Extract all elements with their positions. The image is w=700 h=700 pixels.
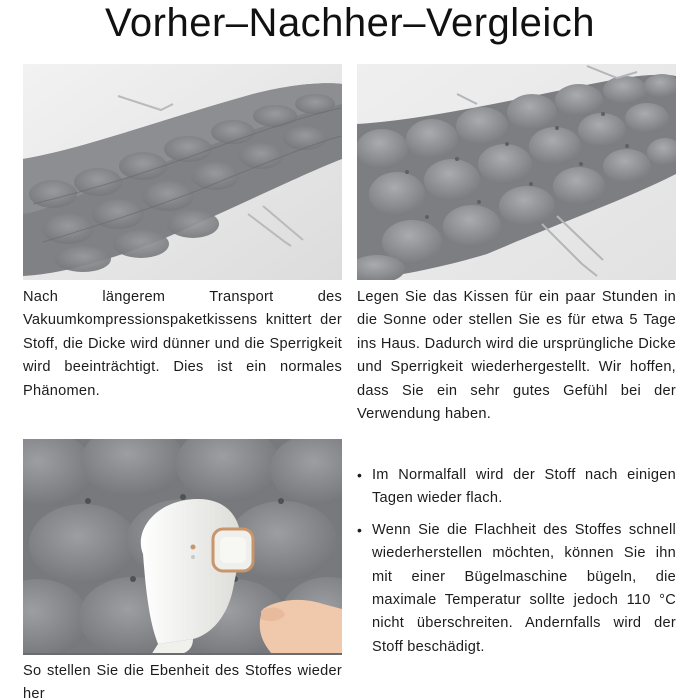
list-item	[356, 464, 676, 511]
after-description: Legen Sie das Kissen für ein paar Stunden in die Sonne oder stellen Sie es für etwa 5 Tage ins Haus. Dadurch wird die ursprüngliche Dicke und Sperrigkeit wiederhergestellt. Wir hoffen, dass Sie ein sehr gutes Gefühl bei der Verwendung haben.	[357, 289, 676, 423]
bullet-icon: •	[357, 467, 363, 483]
steamer-caption: So stellen Sie die Ebenheit des Stoffes wieder her	[23, 663, 342, 700]
steamer-photo	[23, 439, 342, 655]
cushion-after-photo	[357, 64, 676, 280]
tip-text: Im Normalfall wird der Stoff nach einigen Tagen wieder flach.	[372, 467, 676, 507]
before-description: Nach längerem Transport des Vakuumkompressionspaketkissens knittert der Stoff, die Dicke wird dünner und die Sperrigkeit wird beeinträchtigt. Dies ist ein normales Phänomen.	[23, 289, 342, 399]
cushion-before-photo	[23, 64, 342, 280]
list-item	[356, 519, 676, 659]
bullet-icon: •	[357, 521, 363, 538]
tips-list	[356, 464, 676, 667]
page-title: Vorher–Nachher–Vergleich	[104, 1, 596, 45]
tip-text: Wenn Sie die Flachheit des Stoffes schnell wiederherstellen möchten, können Sie ihn mit einer Bügelmaschine bügeln, die maximale Temperatur sollte jedoch 110 °C nicht überschreiten. Andernfalls wird der Stoff beschädigt.	[372, 521, 676, 655]
